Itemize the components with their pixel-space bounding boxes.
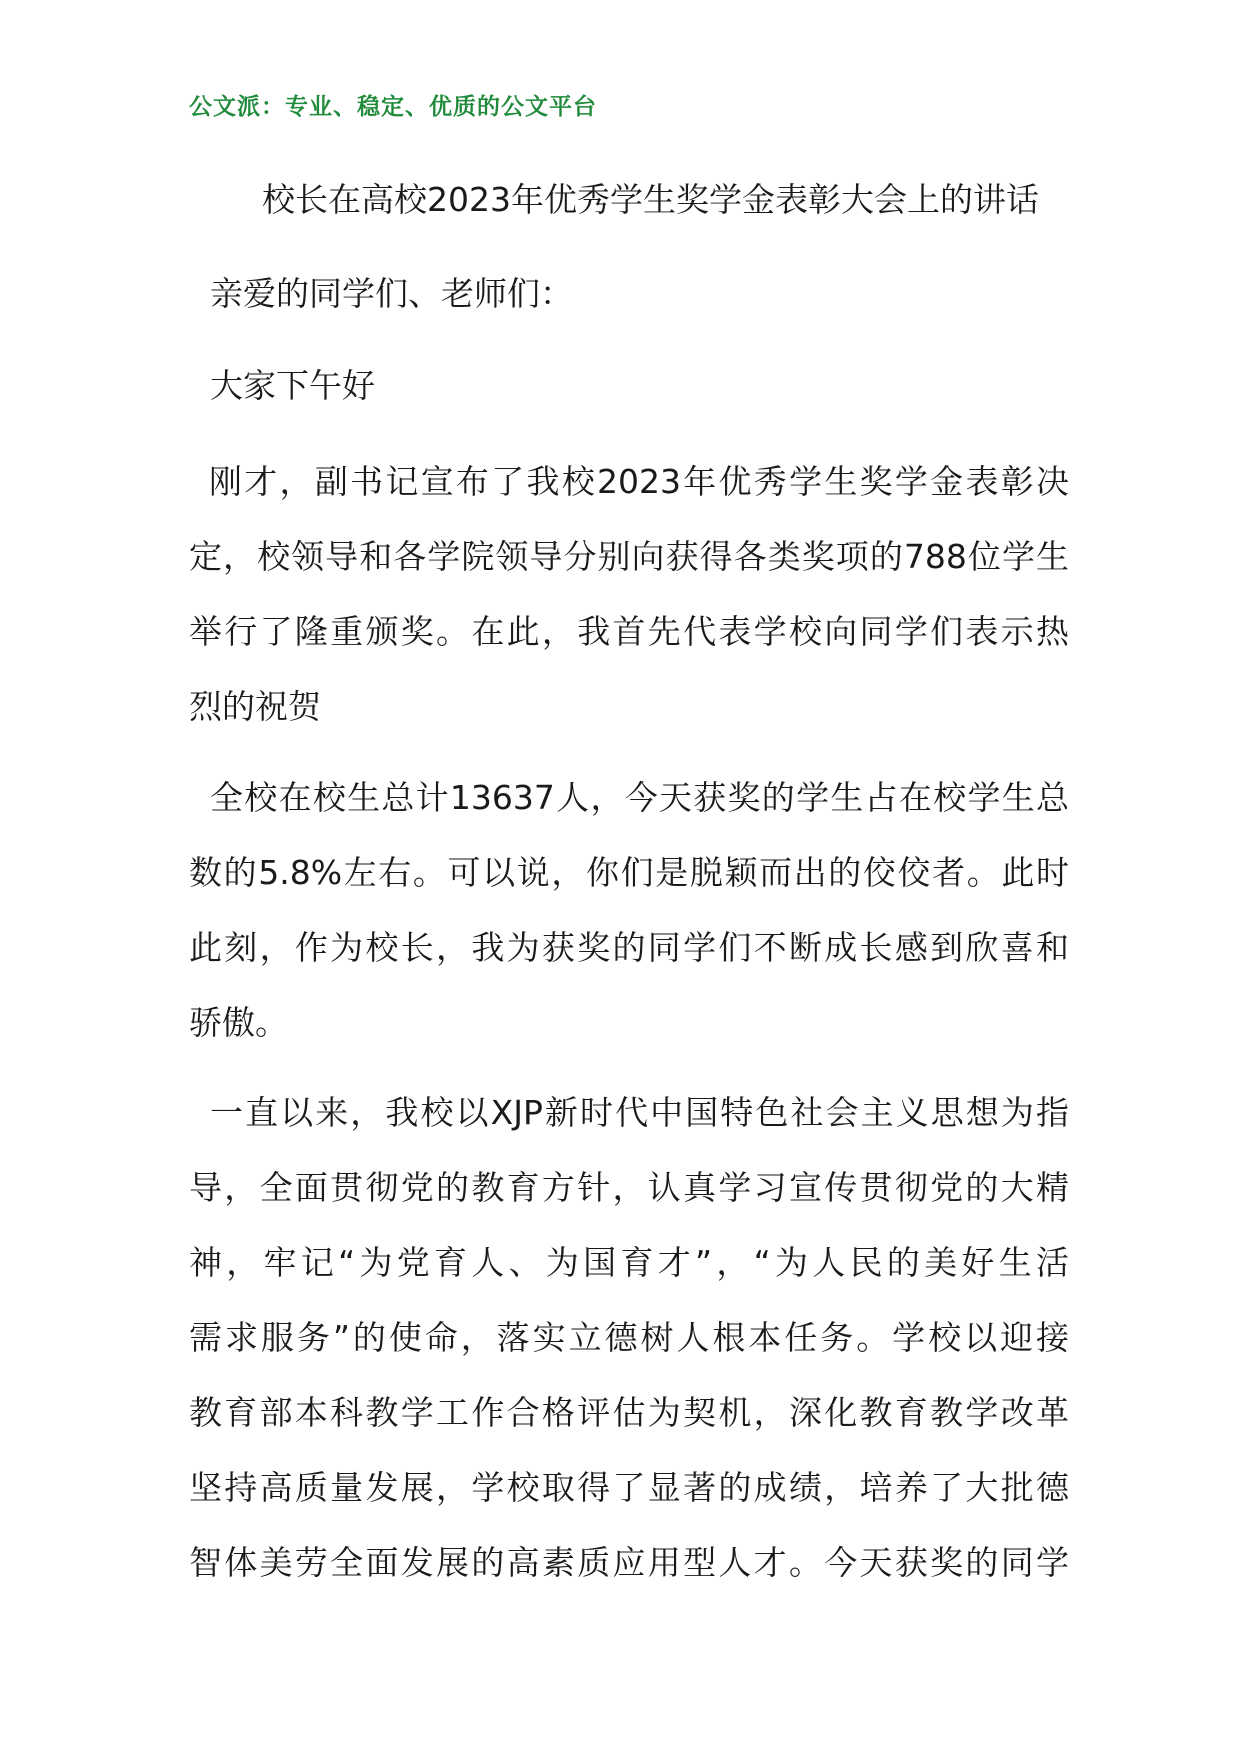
paragraph-line: 一直以来，我校以XJP新时代中国特色社会主义思想为指 [210,1093,1069,1132]
paragraph-line: 坚持高质量发展，学校取得了显著的成绩，培养了大批德 [189,1468,1069,1507]
paragraph-line: 骄傲。 [189,1003,288,1042]
paragraph-line: 教育部本科教学工作合格评估为契机，深化教育教学改革 [189,1393,1069,1432]
brand-header: 公文派：专业、稳定、优质的公文平台 [189,94,597,120]
paragraph-1 [189,444,1069,744]
paragraph-line: 此刻，作为校长，我为获奖的同学们不断成长感到欣喜和 [189,928,1069,967]
salutation: 亲爱的同学们、老师们： [210,274,573,313]
paragraph-line: 数的5.8%左右。可以说，你们是脱颖而出的佼佼者。此时 [189,853,1069,892]
paragraph-line: 全校在校生总计13637人，今天获奖的学生占在校学生总 [210,778,1069,817]
paragraph-3 [189,1075,1069,1600]
paragraph-line: 刚才，副书记宣布了我校2023年优秀学生奖学金表彰决 [209,462,1069,501]
document-title: 校长在高校2023年优秀学生奖学金表彰大会上的讲话 [262,180,1039,219]
paragraph-2 [189,760,1069,1060]
paragraph-line: 举行了隆重颁奖。在此，我首先代表学校向同学们表示热 [189,612,1069,651]
paragraph-line: 导，全面贯彻党的教育方针，认真学习宣传贯彻党的大精 [189,1168,1069,1207]
greeting: 大家下午好 [210,366,375,405]
paragraph-line: 定，校领导和各学院领导分别向获得各类奖项的788位学生 [189,537,1069,576]
paragraph-line: 烈的祝贺 [189,687,321,726]
paragraph-line: 智体美劳全面发展的高素质应用型人才。今天获奖的同学 [189,1543,1069,1582]
paragraph-line: 需求服务”的使命，落实立德树人根本任务。学校以迎接 [189,1318,1069,1357]
paragraph-line: 神，牢记“为党育人、为国育才”，“为人民的美好生活 [189,1243,1069,1282]
